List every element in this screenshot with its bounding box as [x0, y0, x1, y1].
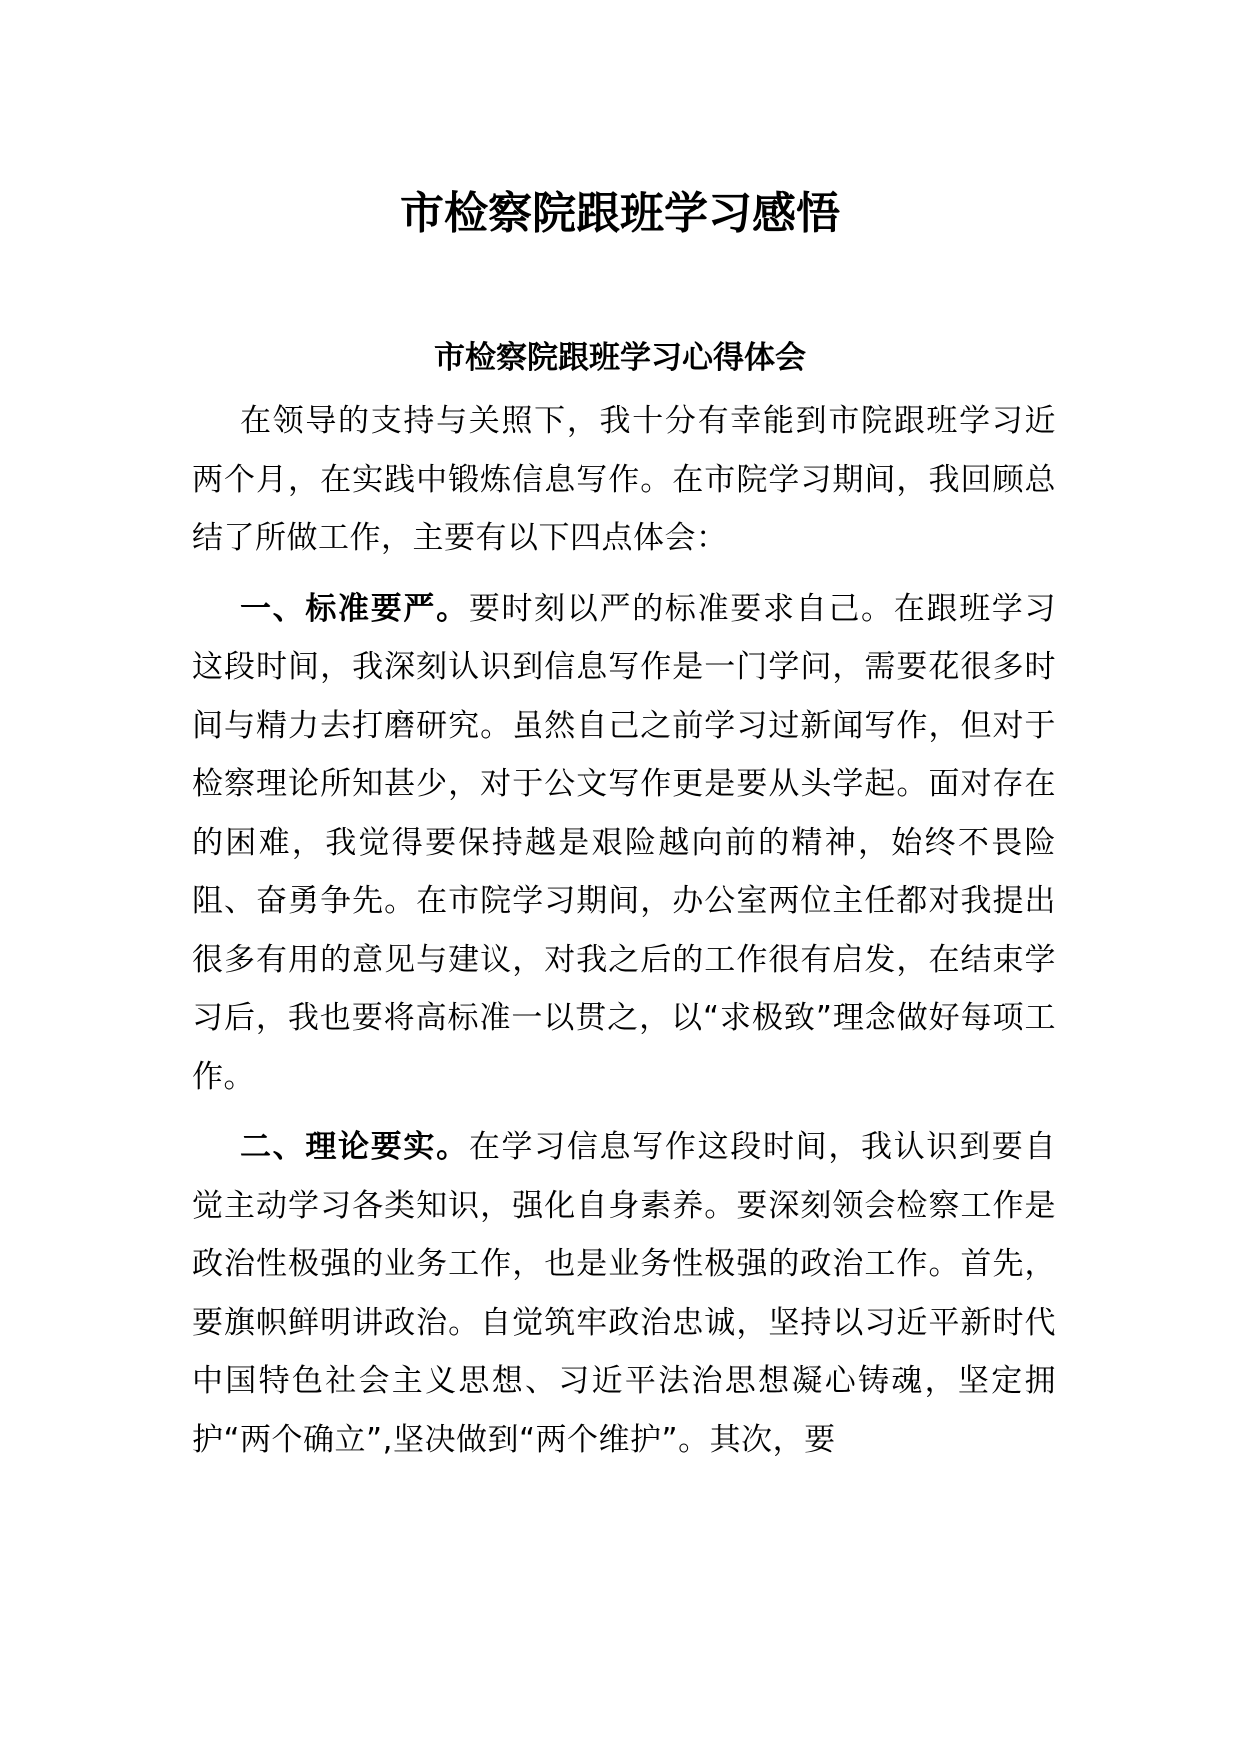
paragraph-point-2 — [192, 1118, 1056, 1469]
paragraph-heading: 二、理论要实。 — [240, 1129, 469, 1165]
document-body — [192, 392, 1056, 1481]
paragraph-text: 在领导的支持与关照下，我十分有幸能到市院跟班学习近两个月，在实践中锻炼信息写作。在市院学习期间，我回顾总结了所做工作，主要有以下四点体会： — [192, 403, 1056, 556]
paragraph-text: 要时刻以严的标准要求自己。在跟班学习这段时间，我深刻认识到信息写作是一门学问，需要花很多时间与精力去打磨研究。虽然自己之前学习过新闻写作，但对于检察理论所知甚少，对于公文写作更是要从头学起。面对存在的困难，我觉得要保持越是艰险越向前的精神，始终不畏险阻、奋勇争先。在市院学习期间，办公室两位主任都对我提出很多有用的意见与建议，对我之后的工作很有启发，在结束学习后，我也要将高标准一以贯之，以“求极致”理念做好每项工作。 — [192, 590, 1056, 1095]
paragraph-text: 在学习信息写作这段时间，我认识到要自觉主动学习各类知识，强化自身素养。要深刻领会检察工作是政治性极强的业务工作，也是业务性极强的政治工作。首先，要旗帜鲜明讲政治。自觉筑牢政治忠诚，坚持以习近平新时代中国特色社会主义思想、习近平法治思想凝心铸魂，坚定拥护“两个确立”,坚决做到“两个维护”。其次，要 — [192, 1129, 1056, 1458]
paragraph-heading: 一、标准要严。 — [240, 590, 469, 627]
paragraph-intro — [192, 392, 1056, 568]
paragraph-point-1 — [192, 580, 1056, 1107]
document-subtitle: 市检察院跟班学习心得体会 — [434, 340, 806, 376]
document-title: 市检察院跟班学习感悟 — [400, 188, 840, 239]
